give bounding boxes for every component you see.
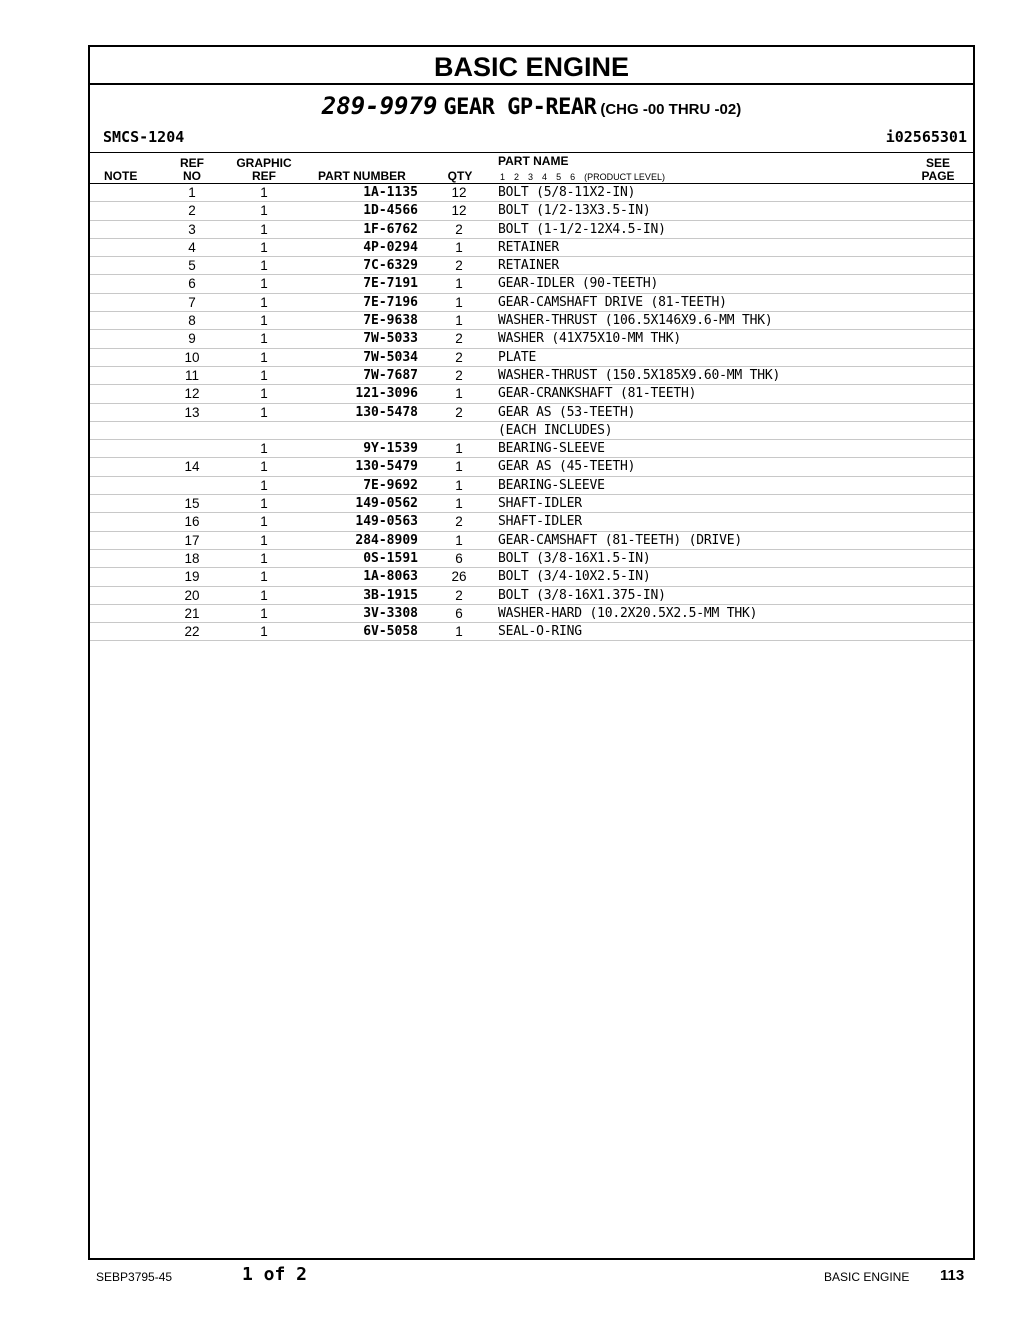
part-name-cell: BOLT (3/4-10X2.5-IN)	[498, 569, 651, 585]
change-range: (CHG -00 THRU -02)	[600, 101, 742, 118]
table-row	[90, 184, 973, 202]
ref-no-cell: 14	[184, 459, 200, 475]
part-number-cell: 1A-8063	[363, 569, 418, 585]
group-name: GEAR GP-REAR	[443, 95, 597, 120]
graphic-ref-cell: 1	[260, 258, 268, 274]
group-title	[90, 91, 973, 125]
qty-cell: 12	[451, 185, 467, 200]
part-number-cell: 121-3096	[355, 386, 418, 402]
part-number-cell: 7E-9692	[363, 477, 418, 493]
product-level-label: (PRODUCT LEVEL)	[584, 172, 665, 182]
qty-cell: 2	[455, 221, 463, 237]
part-name-cell: GEAR AS (45-TEETH)	[498, 459, 636, 475]
graphic-ref-cell: 1	[260, 441, 268, 457]
qty-cell: 12	[451, 203, 467, 219]
part-number-cell: 6V-5058	[363, 624, 418, 640]
ref-no-cell: 2	[188, 203, 196, 219]
qty-cell: 2	[455, 587, 463, 603]
qty-cell: 1	[455, 386, 463, 402]
table-row	[90, 605, 973, 623]
part-number-cell: 149-0563	[355, 514, 418, 530]
part-name-cell: SEAL-O-RING	[498, 624, 582, 640]
ref-no-cell: 1	[188, 185, 196, 200]
qty-cell: 1	[455, 624, 463, 640]
part-number-cell: 7W-7687	[363, 367, 418, 383]
header-graphic-ref	[228, 157, 300, 183]
graphic-ref-cell: 1	[260, 587, 268, 603]
table-row	[90, 587, 973, 605]
part-number-cell: 7W-5033	[363, 331, 418, 347]
table-row	[90, 275, 973, 293]
part-number-cell: 149-0562	[355, 496, 418, 512]
graphic-ref-cell: 1	[260, 569, 268, 585]
part-number-cell: 0S-1591	[363, 550, 418, 566]
graphic-ref-cell: 1	[260, 331, 268, 347]
product-level-2: 2	[514, 172, 520, 182]
ref-no-cell: 20	[184, 587, 200, 603]
table-row	[90, 221, 973, 239]
header-ref-bottom: NO	[183, 169, 201, 183]
footer-section: BASIC ENGINE	[824, 1270, 910, 1284]
graphic-ref-cell: 1	[260, 239, 268, 255]
table-row	[90, 495, 973, 513]
table-row	[90, 422, 973, 440]
graphic-ref-cell: 1	[260, 203, 268, 219]
ref-no-cell: 6	[188, 276, 196, 292]
part-name-cell: BEARING-SLEEVE	[498, 477, 605, 493]
part-name-cell: PLATE	[498, 349, 537, 365]
part-number-cell: 1F-6762	[363, 221, 418, 237]
part-number-cell: 7E-9638	[363, 313, 418, 329]
footer-page-of: 1 of 2	[242, 1264, 308, 1285]
ref-no-cell: 10	[184, 349, 200, 365]
product-level-3: 3	[528, 172, 534, 182]
graphic-ref-cell: 1	[260, 514, 268, 530]
ref-no-cell: 17	[184, 532, 200, 548]
qty-cell: 1	[455, 496, 463, 512]
table-row	[90, 312, 973, 330]
part-name-cell: GEAR AS (53-TEETH)	[498, 404, 636, 420]
graphic-ref-cell: 1	[260, 276, 268, 292]
header-ref-no	[172, 157, 212, 183]
graphic-ref-cell: 1	[260, 532, 268, 548]
graphic-ref-cell: 1	[260, 624, 268, 640]
part-number-cell: 4P-0294	[363, 239, 418, 255]
smcs-code: SMCS-1204	[103, 128, 185, 146]
header-part-number: PART NUMBER	[318, 169, 406, 183]
product-level-6: 6	[570, 172, 576, 182]
table-row	[90, 477, 973, 495]
qty-cell: 1	[455, 441, 463, 457]
part-name-cell: WASHER-THRUST (106.5X146X9.6-MM THK)	[498, 313, 773, 329]
qty-cell: 2	[455, 367, 463, 383]
header-ref-top: REF	[180, 156, 204, 170]
table-row	[90, 568, 973, 586]
part-number-cell: 130-5478	[355, 404, 418, 420]
header-qty: QTY	[447, 169, 473, 183]
qty-cell: 2	[455, 514, 463, 530]
graphic-ref-cell: 1	[260, 185, 268, 200]
footer-doc-id: SEBP3795-45	[96, 1270, 173, 1284]
header-graphic-bottom: REF	[252, 169, 276, 183]
qty-cell: 2	[455, 404, 463, 420]
header-note: NOTE	[104, 169, 138, 183]
ref-no-cell: 19	[184, 569, 200, 585]
qty-cell: 2	[455, 258, 463, 274]
part-name-cell: GEAR-IDLER (90-TEETH)	[498, 276, 659, 292]
qty-cell: 2	[455, 349, 463, 365]
ref-no-cell: 21	[184, 605, 200, 621]
ref-no-cell: 18	[184, 550, 200, 566]
part-number-cell: 7E-7191	[363, 276, 418, 292]
ref-no-cell: 16	[184, 514, 200, 530]
qty-cell: 1	[455, 532, 463, 548]
part-name-cell: GEAR-CRANKSHAFT (81-TEETH)	[498, 386, 697, 402]
ref-no-cell: 13	[184, 404, 200, 420]
group-number: 289-9979	[321, 92, 438, 120]
qty-cell: 26	[451, 569, 467, 585]
graphic-ref-cell: 1	[260, 367, 268, 383]
table-row	[90, 513, 973, 531]
table-row	[90, 440, 973, 458]
part-name-cell: BOLT (3/8-16X1.5-IN)	[498, 550, 651, 566]
part-name-cell: RETAINER	[498, 239, 560, 255]
product-level-5: 5	[556, 172, 562, 182]
part-name-cell: (EACH INCLUDES)	[498, 422, 613, 438]
graphic-ref-cell: 1	[260, 404, 268, 420]
part-number-cell: 3V-3308	[363, 605, 418, 621]
table-row	[90, 458, 973, 476]
table-row	[90, 239, 973, 257]
header-see-bottom: PAGE	[921, 169, 955, 183]
qty-cell: 1	[455, 459, 463, 475]
part-number-cell: 3B-1915	[363, 587, 418, 603]
table-row	[90, 330, 973, 348]
header-top-divider	[90, 152, 973, 153]
graphic-ref-cell: 1	[260, 386, 268, 402]
part-number-cell: 7C-6329	[363, 258, 418, 274]
part-number-cell: 1A-1135	[363, 185, 418, 200]
table-row	[90, 202, 973, 220]
part-name-cell: RETAINER	[498, 258, 560, 274]
illustration-id: i02565301	[885, 128, 967, 146]
part-name-cell: GEAR-CAMSHAFT (81-TEETH) (DRIVE)	[498, 532, 743, 548]
part-name-cell: WASHER-THRUST (150.5X185X9.60-MM THK)	[498, 367, 781, 383]
graphic-ref-cell: 1	[260, 221, 268, 237]
table-row	[90, 550, 973, 568]
ref-no-cell: 4	[188, 239, 196, 255]
qty-cell: 1	[455, 239, 463, 255]
product-level-4: 4	[542, 172, 548, 182]
header-see-top: SEE	[925, 156, 950, 170]
qty-cell: 1	[455, 276, 463, 292]
part-name-cell: BOLT (5/8-11X2-IN)	[498, 185, 636, 200]
qty-cell: 6	[455, 605, 463, 621]
table-row	[90, 532, 973, 550]
graphic-ref-cell: 1	[260, 496, 268, 512]
part-name-cell: BOLT (3/8-16X1.375-IN)	[498, 587, 666, 603]
table-row	[90, 623, 973, 641]
table-row	[90, 257, 973, 275]
graphic-ref-cell: 1	[260, 459, 268, 475]
product-level-1: 1	[500, 172, 506, 182]
ref-no-cell: 22	[184, 624, 200, 640]
header-see-page	[910, 157, 966, 183]
ref-no-cell: 7	[188, 294, 196, 310]
part-number-cell: 9Y-1539	[363, 441, 418, 457]
ref-no-cell: 3	[188, 221, 196, 237]
part-name-cell: BEARING-SLEEVE	[498, 441, 605, 457]
part-number-cell: 1D-4566	[363, 203, 418, 219]
part-number-cell: 284-8909	[355, 532, 418, 548]
part-name-cell: GEAR-CAMSHAFT DRIVE (81-TEETH)	[498, 294, 727, 310]
part-number-cell: 130-5479	[355, 459, 418, 475]
ref-no-cell: 8	[188, 313, 196, 329]
part-number-cell: 7E-7196	[363, 294, 418, 310]
qty-cell: 1	[455, 477, 463, 493]
table-row	[90, 385, 973, 403]
graphic-ref-cell: 1	[260, 313, 268, 329]
graphic-ref-cell: 1	[260, 605, 268, 621]
qty-cell: 1	[455, 294, 463, 310]
header-graphic-top: GRAPHIC	[236, 156, 292, 170]
table-row	[90, 367, 973, 385]
table-row	[90, 404, 973, 422]
ref-no-cell: 15	[184, 496, 200, 512]
table-row	[90, 294, 973, 312]
part-name-cell: BOLT (1-1/2-12X4.5-IN)	[498, 221, 666, 237]
graphic-ref-cell: 1	[260, 550, 268, 566]
qty-cell: 2	[455, 331, 463, 347]
ref-no-cell: 11	[184, 367, 199, 383]
part-name-cell: BOLT (1/2-13X3.5-IN)	[498, 203, 651, 219]
part-name-cell: WASHER-HARD (10.2X20.5X2.5-MM THK)	[498, 605, 758, 621]
qty-cell: 6	[455, 550, 463, 566]
qty-cell: 1	[455, 313, 463, 329]
section-title: BASIC ENGINE	[90, 47, 973, 85]
part-name-cell: SHAFT-IDLER	[498, 514, 582, 530]
header-part-name: PART NAME	[498, 154, 569, 168]
footer-page-number: 113	[940, 1267, 965, 1284]
graphic-ref-cell: 1	[260, 477, 268, 493]
graphic-ref-cell: 1	[260, 349, 268, 365]
ref-no-cell: 9	[188, 331, 196, 347]
graphic-ref-cell: 1	[260, 294, 268, 310]
part-name-cell: SHAFT-IDLER	[498, 496, 582, 512]
part-name-cell: WASHER (41X75X10-MM THK)	[498, 331, 682, 347]
table-row	[90, 349, 973, 367]
part-number-cell: 7W-5034	[363, 349, 418, 365]
parts-list	[90, 184, 973, 641]
parts-page-frame	[88, 45, 975, 1260]
ref-no-cell: 5	[188, 258, 196, 274]
ref-no-cell: 12	[184, 386, 200, 402]
product-level-legend	[500, 172, 674, 182]
